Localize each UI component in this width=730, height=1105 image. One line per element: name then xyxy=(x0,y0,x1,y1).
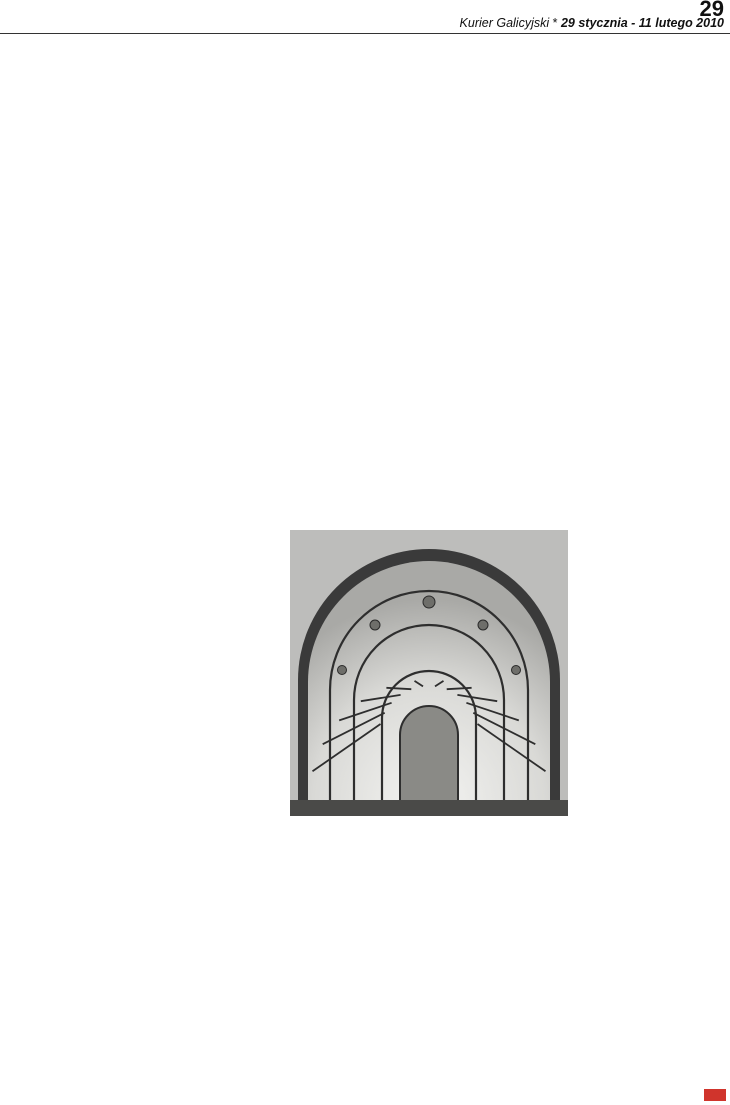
article-column-2 xyxy=(146,38,280,1098)
fanlight-image xyxy=(290,530,568,816)
running-head xyxy=(460,16,724,30)
page-number: 29 xyxy=(699,0,724,21)
page-header xyxy=(0,0,730,30)
article-column-3-top xyxy=(290,38,424,526)
issue-date: 29 stycznia - 11 lutego 2010 xyxy=(560,16,724,30)
article-column-4-bottom xyxy=(434,822,568,1098)
article-column-1 xyxy=(2,38,136,1098)
article-column-3-bottom xyxy=(290,822,424,1098)
running-head-separator: * xyxy=(549,16,561,30)
article-column-5 xyxy=(578,38,728,1098)
newspaper-name: Kurier Galicyjski xyxy=(459,16,550,30)
article-column-4-top xyxy=(434,38,568,526)
stained-glass-photo xyxy=(290,530,568,816)
header-rule xyxy=(0,33,730,34)
page-corner-badge xyxy=(704,1089,726,1101)
